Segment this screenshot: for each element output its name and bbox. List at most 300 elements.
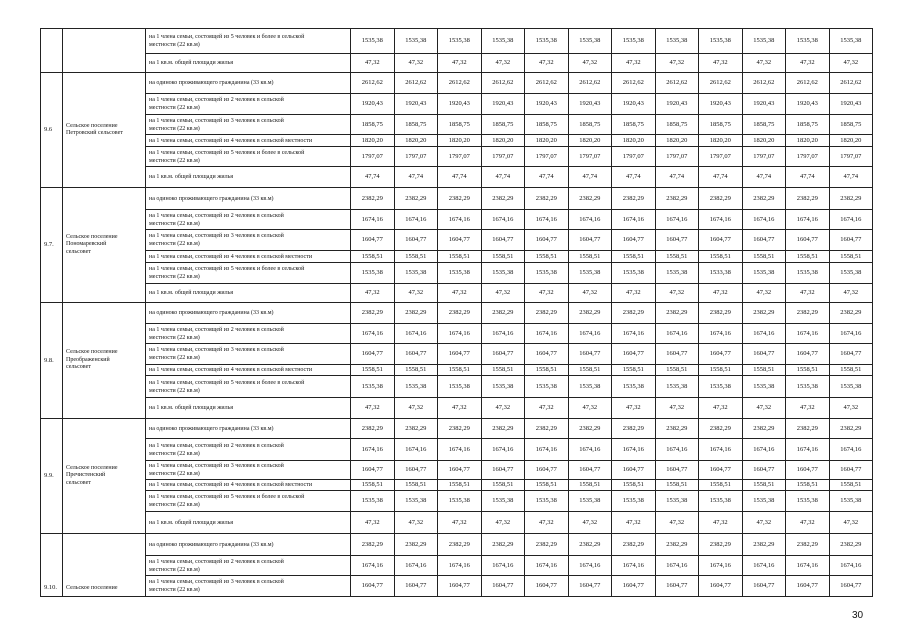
value-cell: 47,32	[612, 398, 656, 419]
value-cell: 1535,38	[394, 263, 438, 284]
value-cell: 2382,29	[786, 188, 830, 210]
group-name	[63, 534, 146, 597]
value-cell: 2612,62	[786, 73, 830, 94]
row-description-line: местности (22 кв.м)	[149, 387, 200, 394]
row-description-line: местности (22 кв.м)	[149, 241, 200, 247]
value-cell: 47,74	[351, 167, 395, 188]
row-description-line: на 1 кв.м. общей площади жилья	[149, 405, 234, 411]
value-cell: 1558,51	[612, 480, 656, 491]
group-name-line: Преображенский	[66, 356, 110, 363]
table-row	[41, 94, 873, 115]
value-cell: 1535,38	[481, 263, 525, 284]
value-cell: 1535,38	[786, 491, 830, 512]
value-cell: 1604,77	[438, 576, 482, 597]
value-cell: 1535,38	[742, 376, 786, 398]
value-cell: 47,32	[655, 54, 699, 73]
value-cell: 1535,38	[525, 491, 569, 512]
value-cell: 1674,16	[655, 439, 699, 461]
row-description-line: местности (22 кв.м)	[149, 125, 200, 132]
value-cell: 1797,07	[786, 147, 830, 167]
value-cell: 47,74	[481, 167, 525, 188]
value-cell: 1674,16	[829, 324, 873, 344]
value-cell: 1535,38	[655, 263, 699, 284]
value-cell: 47,32	[568, 398, 612, 419]
value-cell: 47,32	[655, 512, 699, 534]
value-cell: 1535,38	[612, 29, 656, 54]
value-cell: 2382,29	[612, 188, 656, 210]
value-cell: 1604,77	[742, 461, 786, 480]
value-cell: 1920,43	[568, 94, 612, 115]
value-cell: 1674,16	[612, 439, 656, 461]
value-cell: 1858,75	[525, 115, 569, 135]
value-cell: 47,74	[525, 167, 569, 188]
table-row	[41, 54, 873, 73]
value-cell: 47,32	[612, 284, 656, 303]
value-cell: 1674,16	[568, 210, 612, 230]
value-cell: 1920,43	[394, 94, 438, 115]
table-row	[41, 251, 873, 263]
value-cell: 1674,16	[829, 210, 873, 230]
group-name	[63, 303, 146, 419]
value-cell: 1797,07	[351, 147, 395, 167]
value-cell: 2382,29	[742, 534, 786, 556]
value-cell: 1535,38	[481, 376, 525, 398]
value-cell: 1920,43	[438, 94, 482, 115]
group-name-line: Сельское поселение	[66, 233, 118, 240]
value-cell: 1858,75	[438, 115, 482, 135]
value-cell: 1797,07	[481, 147, 525, 167]
row-description-line: на одиноко проживающего гражданина (33 кв.м)	[149, 195, 274, 202]
value-cell: 1674,16	[829, 556, 873, 576]
group-number: 9.6	[41, 73, 63, 188]
table-row	[41, 534, 873, 556]
value-cell: 1797,07	[394, 147, 438, 167]
value-cell: 1674,16	[481, 324, 525, 344]
row-description-line: на одиноко проживающего гражданина (33 кв.м)	[149, 425, 274, 432]
value-cell: 2382,29	[829, 188, 873, 210]
row-description	[146, 376, 351, 398]
group-number: 9.7.	[41, 188, 63, 303]
value-cell: 1535,38	[568, 29, 612, 54]
value-cell: 2382,29	[612, 534, 656, 556]
row-description-line: на 1 члена семьи, состоящей из 2 человек в сельской	[149, 442, 284, 449]
table-row	[41, 115, 873, 135]
value-cell: 2382,29	[612, 419, 656, 439]
value-cell: 1558,51	[829, 251, 873, 263]
value-cell: 1858,75	[742, 115, 786, 135]
value-cell: 2382,29	[481, 188, 525, 210]
value-cell: 1535,38	[394, 376, 438, 398]
value-cell: 1674,16	[394, 210, 438, 230]
value-cell: 1920,43	[742, 94, 786, 115]
row-description-line: на 1 кв.м. общей площади жилья	[149, 60, 234, 66]
value-cell: 1535,38	[786, 29, 830, 54]
value-cell: 2612,62	[612, 73, 656, 94]
value-cell: 1604,77	[742, 230, 786, 251]
value-cell: 1558,51	[786, 480, 830, 491]
value-cell: 1535,38	[568, 376, 612, 398]
row-description	[146, 167, 351, 188]
row-description-line: на 1 члена семьи, состоящей из 5 человек и более в сельской	[149, 149, 305, 156]
value-cell: 1674,16	[742, 210, 786, 230]
value-cell: 2382,29	[438, 303, 482, 324]
value-cell: 1535,38	[525, 29, 569, 54]
value-cell: 1533,38	[699, 263, 743, 284]
value-cell: 2382,29	[742, 303, 786, 324]
value-cell: 1920,43	[699, 94, 743, 115]
row-description-line: на одиноко проживающего гражданина (33 кв.м)	[149, 80, 274, 86]
row-description-line: на 1 члена семьи, состоящей из 3 человек в сельской	[149, 347, 284, 353]
value-cell: 1820,20	[481, 135, 525, 147]
table-row	[41, 73, 873, 94]
value-cell: 1535,38	[699, 29, 743, 54]
group-name-line: Пономаревский	[66, 241, 107, 248]
value-cell: 1820,20	[568, 135, 612, 147]
table-row	[41, 167, 873, 188]
value-cell: 1604,77	[655, 344, 699, 365]
value-cell: 1920,43	[655, 94, 699, 115]
value-cell: 47,32	[394, 284, 438, 303]
value-cell: 2612,62	[351, 73, 395, 94]
row-description	[146, 576, 351, 597]
value-cell: 2382,29	[525, 534, 569, 556]
value-cell: 47,32	[786, 284, 830, 303]
value-cell: 1558,51	[351, 365, 395, 376]
value-cell: 1674,16	[438, 439, 482, 461]
value-cell: 47,74	[438, 167, 482, 188]
value-cell: 1535,38	[438, 29, 482, 54]
value-cell: 1604,77	[655, 230, 699, 251]
value-cell: 1674,16	[525, 210, 569, 230]
value-cell: 1535,38	[699, 491, 743, 512]
value-cell: 1558,51	[829, 365, 873, 376]
row-description	[146, 556, 351, 576]
value-cell: 1604,77	[742, 576, 786, 597]
group-number: 9.10.	[41, 534, 63, 597]
table-row	[41, 303, 873, 324]
value-cell: 2382,29	[351, 419, 395, 439]
table-row	[41, 324, 873, 344]
value-cell: 1858,75	[829, 115, 873, 135]
row-description	[146, 491, 351, 512]
value-cell: 2612,62	[481, 73, 525, 94]
value-cell: 1604,77	[525, 344, 569, 365]
row-description-line: местности (22 кв.м)	[149, 334, 200, 341]
value-cell: 2382,29	[438, 419, 482, 439]
value-cell: 1858,75	[394, 115, 438, 135]
value-cell: 47,32	[742, 512, 786, 534]
value-cell: 2382,29	[655, 534, 699, 556]
row-description-line: местности (22 кв.м)	[149, 355, 200, 361]
value-cell: 47,74	[699, 167, 743, 188]
value-cell: 1797,07	[525, 147, 569, 167]
row-description-line: на 1 члена семьи, состоящей из 3 человек в сельской	[149, 579, 284, 585]
value-cell: 1604,77	[351, 461, 395, 480]
row-description	[146, 398, 351, 419]
value-cell: 1674,16	[351, 439, 395, 461]
row-description-line: местности (22 кв.м)	[149, 105, 200, 111]
value-cell: 47,32	[829, 512, 873, 534]
rate-table	[40, 28, 873, 597]
value-cell: 1535,38	[655, 491, 699, 512]
value-cell: 47,32	[786, 398, 830, 419]
row-description-line: на 1 члена семьи, состоящей из 3 человек в сельской	[149, 233, 284, 239]
value-cell: 1920,43	[786, 94, 830, 115]
row-description-line: на 1 члена семьи, состоящей из 5 человек и более в сельской	[149, 34, 305, 40]
value-cell: 1535,38	[481, 491, 525, 512]
value-cell: 1674,16	[438, 324, 482, 344]
table-row	[41, 135, 873, 147]
value-cell: 2612,62	[742, 73, 786, 94]
value-cell: 2382,29	[438, 534, 482, 556]
value-cell: 1558,51	[699, 480, 743, 491]
value-cell: 47,32	[786, 54, 830, 73]
value-cell: 1558,51	[525, 480, 569, 491]
value-cell: 47,74	[786, 167, 830, 188]
value-cell: 1535,38	[351, 263, 395, 284]
group-name	[63, 73, 146, 188]
value-cell: 2382,29	[829, 534, 873, 556]
value-cell: 1535,38	[394, 29, 438, 54]
row-description	[146, 251, 351, 263]
value-cell: 1558,51	[568, 365, 612, 376]
value-cell: 1558,51	[525, 365, 569, 376]
value-cell: 1558,51	[481, 251, 525, 263]
value-cell: 47,32	[742, 284, 786, 303]
value-cell: 47,32	[699, 512, 743, 534]
value-cell: 1604,77	[481, 344, 525, 365]
value-cell: 1797,07	[829, 147, 873, 167]
row-description-line: на 1 кв.м. общей площади жилья	[149, 174, 234, 180]
value-cell: 47,32	[394, 54, 438, 73]
value-cell: 1858,75	[786, 115, 830, 135]
value-cell: 1797,07	[699, 147, 743, 167]
value-cell: 2382,29	[699, 534, 743, 556]
value-cell: 1674,16	[742, 556, 786, 576]
value-cell: 1920,43	[481, 94, 525, 115]
value-cell: 2382,29	[525, 303, 569, 324]
value-cell: 1604,77	[351, 344, 395, 365]
row-description-line: на 1 члена семьи, состоящей из 2 человек в сельской	[149, 558, 284, 565]
value-cell: 2382,29	[481, 303, 525, 324]
value-cell: 1535,38	[351, 491, 395, 512]
value-cell: 1820,20	[525, 135, 569, 147]
value-cell: 47,32	[351, 512, 395, 534]
row-description	[146, 210, 351, 230]
table-row	[41, 461, 873, 480]
row-description-line: на 1 члена семьи, состоящей из 3 человек в сельской	[149, 463, 284, 469]
group-name-line: Пречистенский	[66, 472, 106, 479]
value-cell: 1535,38	[786, 263, 830, 284]
value-cell: 1674,16	[742, 439, 786, 461]
value-cell: 47,32	[438, 398, 482, 419]
table-row	[41, 344, 873, 365]
value-cell: 1674,16	[742, 324, 786, 344]
row-description	[146, 534, 351, 556]
row-description-line: на 1 члена семьи, состоящей из 4 человек в сельской местности	[149, 137, 313, 144]
value-cell: 47,74	[568, 167, 612, 188]
value-cell: 1604,77	[394, 461, 438, 480]
row-description-line: местности (22 кв.м)	[149, 502, 200, 508]
group-name-line: Сельское поселение	[66, 584, 118, 591]
value-cell: 2382,29	[481, 534, 525, 556]
value-cell: 1604,77	[612, 461, 656, 480]
value-cell: 47,32	[481, 512, 525, 534]
value-cell: 1674,16	[612, 210, 656, 230]
value-cell: 1604,77	[786, 576, 830, 597]
value-cell: 1604,77	[525, 576, 569, 597]
value-cell: 1674,16	[786, 439, 830, 461]
value-cell: 1674,16	[699, 439, 743, 461]
value-cell: 1674,16	[612, 324, 656, 344]
value-cell: 47,32	[351, 54, 395, 73]
value-cell: 1558,51	[394, 480, 438, 491]
value-cell: 1604,77	[438, 344, 482, 365]
row-description	[146, 263, 351, 284]
value-cell: 47,74	[742, 167, 786, 188]
value-cell: 1604,77	[525, 461, 569, 480]
table-row	[41, 480, 873, 491]
value-cell: 1535,38	[655, 29, 699, 54]
value-cell: 1674,16	[829, 439, 873, 461]
group-name	[63, 419, 146, 534]
value-cell: 2612,62	[394, 73, 438, 94]
row-description	[146, 344, 351, 365]
row-description	[146, 303, 351, 324]
value-cell: 1604,77	[568, 344, 612, 365]
value-cell: 1535,38	[655, 376, 699, 398]
value-cell: 47,32	[655, 398, 699, 419]
value-cell: 1535,38	[829, 29, 873, 54]
table-row	[41, 512, 873, 534]
value-cell: 2382,29	[699, 419, 743, 439]
row-description-line: местности (22 кв.м)	[149, 450, 200, 457]
value-cell: 1558,51	[481, 365, 525, 376]
value-cell: 1604,77	[829, 344, 873, 365]
table-row	[41, 439, 873, 461]
value-cell: 2382,29	[742, 188, 786, 210]
table-row	[41, 419, 873, 439]
row-description-line: на 1 члена семьи, состоящей из 5 человек и более в сельской	[149, 379, 305, 386]
value-cell: 1558,51	[481, 480, 525, 491]
row-description-line: на 1 члена семьи, состоящей из 2 человек в сельской	[149, 326, 284, 333]
value-cell: 1604,77	[699, 230, 743, 251]
value-cell: 1535,38	[612, 263, 656, 284]
value-cell: 47,74	[394, 167, 438, 188]
value-cell: 1558,51	[568, 251, 612, 263]
value-cell: 2612,62	[829, 73, 873, 94]
value-cell: 2382,29	[699, 188, 743, 210]
group-name	[63, 188, 146, 303]
value-cell: 2382,29	[829, 303, 873, 324]
table-row	[41, 147, 873, 167]
value-cell: 2382,29	[394, 303, 438, 324]
value-cell: 1820,20	[742, 135, 786, 147]
value-cell: 1604,77	[351, 576, 395, 597]
value-cell: 1674,16	[699, 210, 743, 230]
value-cell: 1604,77	[481, 576, 525, 597]
value-cell: 1558,51	[612, 251, 656, 263]
value-cell: 1558,51	[351, 251, 395, 263]
value-cell: 2382,29	[786, 534, 830, 556]
row-description	[146, 73, 351, 94]
value-cell: 47,32	[786, 512, 830, 534]
value-cell: 1604,77	[525, 230, 569, 251]
value-cell: 1797,07	[742, 147, 786, 167]
value-cell: 1674,16	[438, 556, 482, 576]
value-cell: 1674,16	[568, 556, 612, 576]
row-description	[146, 135, 351, 147]
value-cell: 2382,29	[699, 303, 743, 324]
value-cell: 47,32	[699, 398, 743, 419]
value-cell: 1558,51	[351, 480, 395, 491]
value-cell: 47,32	[481, 398, 525, 419]
value-cell: 1604,77	[438, 230, 482, 251]
value-cell: 2612,62	[699, 73, 743, 94]
value-cell: 47,32	[481, 54, 525, 73]
row-description	[146, 94, 351, 115]
table-row	[41, 210, 873, 230]
value-cell: 1674,16	[438, 210, 482, 230]
value-cell: 1535,38	[438, 491, 482, 512]
value-cell: 2382,29	[438, 188, 482, 210]
value-cell: 1535,38	[699, 376, 743, 398]
row-description-line: на 1 члена семьи, состоящей из 5 человек и более в сельской	[149, 494, 305, 500]
row-description-line: местности (22 кв.м)	[149, 157, 200, 164]
value-cell: 1674,16	[481, 556, 525, 576]
value-cell: 1674,16	[786, 324, 830, 344]
value-cell: 1674,16	[525, 324, 569, 344]
row-description	[146, 284, 351, 303]
value-cell: 1535,38	[612, 491, 656, 512]
value-cell: 1820,20	[438, 135, 482, 147]
value-cell: 47,32	[438, 54, 482, 73]
value-cell: 47,74	[612, 167, 656, 188]
value-cell: 1674,16	[655, 210, 699, 230]
value-cell: 1674,16	[655, 324, 699, 344]
value-cell: 1604,77	[699, 461, 743, 480]
row-description	[146, 115, 351, 135]
value-cell: 1674,16	[525, 556, 569, 576]
value-cell: 1535,38	[742, 263, 786, 284]
row-description	[146, 29, 351, 54]
value-cell: 1558,51	[655, 365, 699, 376]
value-cell: 1558,51	[786, 365, 830, 376]
value-cell: 1604,77	[394, 576, 438, 597]
value-cell: 1535,38	[525, 376, 569, 398]
value-cell: 1558,51	[394, 365, 438, 376]
row-description	[146, 480, 351, 491]
value-cell: 1535,38	[829, 491, 873, 512]
group-number: 9.9.	[41, 419, 63, 534]
value-cell: 2382,29	[742, 419, 786, 439]
value-cell: 47,32	[612, 54, 656, 73]
value-cell: 1674,16	[786, 210, 830, 230]
page-number: 30	[852, 610, 864, 621]
value-cell: 47,74	[829, 167, 873, 188]
value-cell: 1604,77	[786, 461, 830, 480]
value-cell: 1535,38	[786, 376, 830, 398]
value-cell: 1604,77	[394, 230, 438, 251]
value-cell: 2382,29	[655, 419, 699, 439]
value-cell: 1604,77	[438, 461, 482, 480]
value-cell: 1797,07	[568, 147, 612, 167]
value-cell: 1604,77	[829, 461, 873, 480]
value-cell: 2382,29	[568, 534, 612, 556]
table-row	[41, 491, 873, 512]
value-cell: 47,32	[481, 284, 525, 303]
value-cell: 1535,38	[568, 263, 612, 284]
